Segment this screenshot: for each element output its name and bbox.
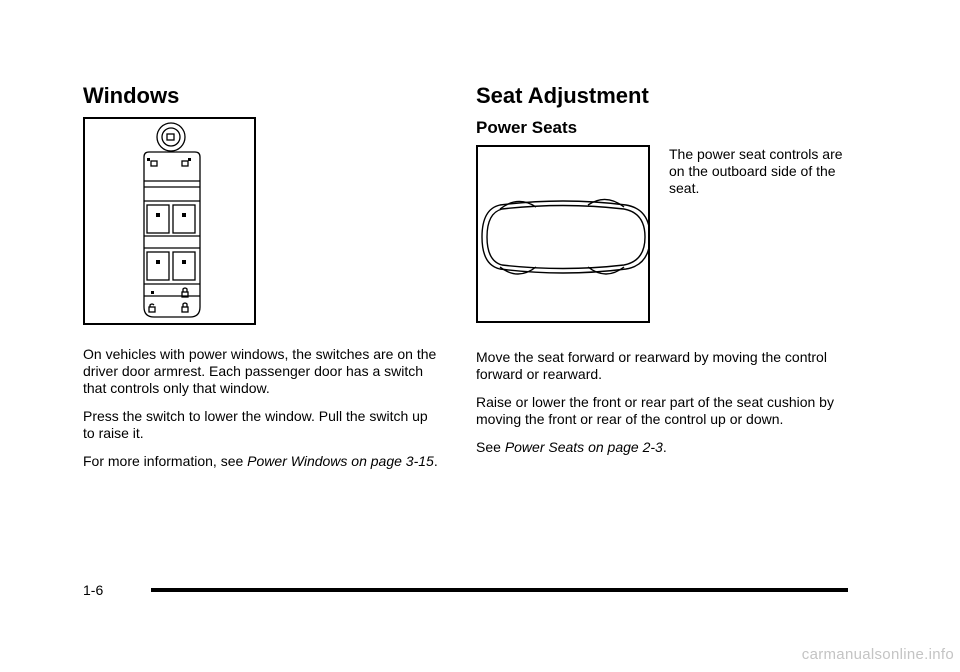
- seat-paragraph-1: Move the seat forward or rearward by moving the control forward or rearward.: [476, 349, 827, 382]
- seat-control-icon: [478, 147, 648, 321]
- power-seats-link[interactable]: Power Seats on page 2-3: [504, 439, 663, 455]
- seat-figure-caption: The power seat controls are on the outboard side of the seat.: [669, 146, 843, 196]
- watermark-text: carmanualsonline.info: [801, 646, 954, 663]
- windows-reference: [83, 453, 443, 470]
- window-switch-panel-icon: [85, 119, 254, 323]
- windows-heading: Windows: [83, 83, 180, 108]
- footer-divider: [151, 588, 848, 592]
- windows-body-text: [83, 346, 443, 481]
- power-seat-illustration: [476, 145, 650, 323]
- seat-paragraph-2: Raise or lower the front or rear part of the seat cushion by moving the front or rear of the control up or down.: [476, 394, 834, 427]
- seat-ref-suffix: .: [662, 439, 667, 455]
- windows-ref-prefix: For more information, see: [83, 453, 248, 469]
- windows-ref-suffix: .: [433, 453, 438, 469]
- seat-ref-prefix: See: [476, 439, 505, 455]
- power-seats-subheading: Power Seats: [476, 118, 578, 137]
- window-switch-illustration: [83, 117, 256, 325]
- seat-adjustment-heading: Seat Adjustment: [476, 83, 649, 108]
- seat-body-text: [476, 349, 856, 467]
- seat-reference: [476, 439, 856, 456]
- page-number: 1-6: [83, 582, 104, 598]
- power-windows-link[interactable]: Power Windows on page 3-15: [247, 453, 434, 469]
- windows-paragraph-2: Press the switch to lower the window. Pull the switch up to raise it.: [83, 408, 428, 441]
- windows-paragraph-1: On vehicles with power windows, the switches are on the driver door armrest. Each passenger door has a switch that controls only that window.: [83, 346, 437, 396]
